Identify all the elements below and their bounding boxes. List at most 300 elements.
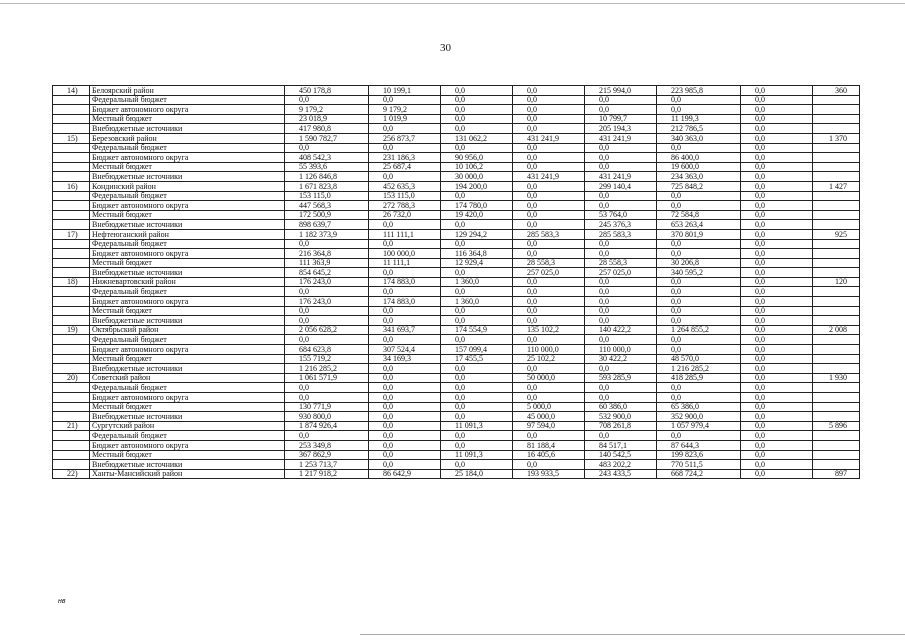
year-cell: 257 025,0 <box>585 268 657 278</box>
year-cell: 0,0 <box>741 201 813 211</box>
year-cell: 0,0 <box>741 220 813 230</box>
year-cell: 340 595,2 <box>657 268 741 278</box>
row-label: Федеральный бюджет <box>90 143 285 153</box>
capacity-cell <box>813 258 860 268</box>
year-cell: 0,0 <box>369 95 441 105</box>
row-index <box>53 335 90 345</box>
total-cell: 9 179,2 <box>285 105 369 115</box>
row-index <box>53 105 90 115</box>
year-cell: 0,0 <box>657 383 741 393</box>
capacity-cell <box>813 383 860 393</box>
year-cell: 256 873,7 <box>369 133 441 143</box>
year-cell: 26 732,0 <box>369 210 441 220</box>
year-cell: 0,0 <box>657 306 741 316</box>
row-index <box>53 239 90 249</box>
year-cell: 0,0 <box>741 287 813 297</box>
year-cell: 0,0 <box>441 393 513 403</box>
year-cell: 50 000,0 <box>513 373 585 383</box>
year-cell: 257 025,0 <box>513 268 585 278</box>
capacity-cell <box>813 172 860 182</box>
year-cell: 1 360,0 <box>441 277 513 287</box>
year-cell: 285 583,3 <box>585 229 657 239</box>
row-index <box>53 162 90 172</box>
row-label: Бюджет автономного округа <box>90 393 285 403</box>
row-label: Бюджет автономного округа <box>90 153 285 163</box>
year-cell: 0,0 <box>585 316 657 326</box>
capacity-cell <box>813 306 860 316</box>
total-cell: 0,0 <box>285 335 369 345</box>
year-cell: 0,0 <box>585 335 657 345</box>
year-cell: 0,0 <box>585 191 657 201</box>
capacity-cell <box>813 201 860 211</box>
row-label: Местный бюджет <box>90 114 285 124</box>
year-cell: 0,0 <box>585 239 657 249</box>
year-cell: 45 000,0 <box>513 412 585 422</box>
year-cell: 72 584,8 <box>657 210 741 220</box>
capacity-cell: 5 896 <box>813 421 860 431</box>
capacity-cell <box>813 95 860 105</box>
year-cell: 1 019,9 <box>369 114 441 124</box>
year-cell: 81 188,4 <box>513 440 585 450</box>
table-row <box>53 181 860 191</box>
year-cell: 0,0 <box>585 95 657 105</box>
total-cell: 1 874 926,4 <box>285 421 369 431</box>
year-cell: 0,0 <box>741 86 813 96</box>
total-cell: 684 623,8 <box>285 345 369 355</box>
capacity-cell: 360 <box>813 86 860 96</box>
year-cell: 0,0 <box>513 124 585 134</box>
year-cell: 0,0 <box>369 431 441 441</box>
year-cell: 0,0 <box>441 287 513 297</box>
year-cell: 53 764,0 <box>585 210 657 220</box>
table-row <box>53 469 860 479</box>
capacity-cell <box>813 124 860 134</box>
year-cell: 0,0 <box>513 105 585 115</box>
year-cell: 0,0 <box>741 95 813 105</box>
table-row <box>53 162 860 172</box>
row-label: Федеральный бюджет <box>90 335 285 345</box>
row-index <box>53 402 90 412</box>
year-cell: 212 786,5 <box>657 124 741 134</box>
total-cell: 176 243,0 <box>285 297 369 307</box>
year-cell: 0,0 <box>657 393 741 403</box>
year-cell: 0,0 <box>585 297 657 307</box>
capacity-cell <box>813 143 860 153</box>
year-cell: 307 524,4 <box>369 345 441 355</box>
year-cell: 0,0 <box>657 249 741 259</box>
table-row <box>53 440 860 450</box>
year-cell: 0,0 <box>741 229 813 239</box>
year-cell: 0,0 <box>741 297 813 307</box>
year-cell: 174 780,0 <box>441 201 513 211</box>
capacity-cell <box>813 354 860 364</box>
capacity-cell: 1 930 <box>813 373 860 383</box>
row-index <box>53 287 90 297</box>
capacity-cell: 1 370 <box>813 133 860 143</box>
year-cell: 431 241,9 <box>513 172 585 182</box>
year-cell: 1 360,0 <box>441 297 513 307</box>
row-index <box>53 210 90 220</box>
year-cell: 0,0 <box>369 373 441 383</box>
year-cell: 0,0 <box>441 105 513 115</box>
year-cell: 0,0 <box>741 421 813 431</box>
table-row <box>53 133 860 143</box>
row-label: Федеральный бюджет <box>90 239 285 249</box>
year-cell: 60 386,0 <box>585 402 657 412</box>
year-cell: 0,0 <box>657 345 741 355</box>
capacity-cell <box>813 162 860 172</box>
year-cell: 0,0 <box>441 364 513 374</box>
year-cell: 0,0 <box>369 306 441 316</box>
page-number: 30 <box>440 42 451 54</box>
year-cell: 431 241,9 <box>585 133 657 143</box>
year-cell: 205 194,3 <box>585 124 657 134</box>
year-cell: 352 900,0 <box>657 412 741 422</box>
capacity-cell: 925 <box>813 229 860 239</box>
table-row <box>53 229 860 239</box>
year-cell: 0,0 <box>741 335 813 345</box>
row-index <box>53 191 90 201</box>
row-index: 14) <box>53 86 90 96</box>
row-index <box>53 268 90 278</box>
table-row <box>53 412 860 422</box>
capacity-cell <box>813 114 860 124</box>
year-cell: 0,0 <box>513 335 585 345</box>
year-cell: 653 263,4 <box>657 220 741 230</box>
total-cell: 447 568,3 <box>285 201 369 211</box>
year-cell: 111 111,1 <box>369 229 441 239</box>
year-cell: 0,0 <box>513 162 585 172</box>
table-row <box>53 287 860 297</box>
year-cell: 28 558,3 <box>585 258 657 268</box>
row-index <box>53 172 90 182</box>
table-row <box>53 95 860 105</box>
year-cell: 0,0 <box>441 95 513 105</box>
year-cell: 0,0 <box>513 393 585 403</box>
year-cell: 272 788,3 <box>369 201 441 211</box>
year-cell: 0,0 <box>369 268 441 278</box>
year-cell: 0,0 <box>741 172 813 182</box>
row-index: 15) <box>53 133 90 143</box>
table-row <box>53 345 860 355</box>
row-index <box>53 95 90 105</box>
total-cell: 367 862,9 <box>285 450 369 460</box>
capacity-cell <box>813 364 860 374</box>
year-cell: 0,0 <box>441 268 513 278</box>
row-label: Нефтеюганский район <box>90 229 285 239</box>
year-cell: 299 140,4 <box>585 181 657 191</box>
total-cell: 172 500,9 <box>285 210 369 220</box>
total-cell: 0,0 <box>285 383 369 393</box>
year-cell: 0,0 <box>441 306 513 316</box>
year-cell: 0,0 <box>369 450 441 460</box>
year-cell: 0,0 <box>657 297 741 307</box>
row-label: Федеральный бюджет <box>90 287 285 297</box>
year-cell: 0,0 <box>741 268 813 278</box>
row-index <box>53 124 90 134</box>
row-label: Федеральный бюджет <box>90 95 285 105</box>
row-label: Березовский район <box>90 133 285 143</box>
total-cell: 23 018,9 <box>285 114 369 124</box>
year-cell: 0,0 <box>657 201 741 211</box>
year-cell: 0,0 <box>441 402 513 412</box>
table-row <box>53 354 860 364</box>
total-cell: 930 800,0 <box>285 412 369 422</box>
row-label: Внебюджетные источники <box>90 364 285 374</box>
row-index: 22) <box>53 469 90 479</box>
total-cell: 1 217 918,2 <box>285 469 369 479</box>
year-cell: 0,0 <box>441 412 513 422</box>
total-cell: 0,0 <box>285 287 369 297</box>
year-cell: 0,0 <box>441 191 513 201</box>
table-row <box>53 335 860 345</box>
table-row <box>53 105 860 115</box>
year-cell: 725 848,2 <box>657 181 741 191</box>
year-cell: 0,0 <box>585 287 657 297</box>
row-label: Белоярский район <box>90 86 285 96</box>
capacity-cell <box>813 239 860 249</box>
capacity-cell <box>813 412 860 422</box>
row-index <box>53 460 90 470</box>
year-cell: 34 169,3 <box>369 354 441 364</box>
year-cell: 0,0 <box>513 460 585 470</box>
row-label: Бюджет автономного округа <box>90 440 285 450</box>
year-cell: 708 261,8 <box>585 421 657 431</box>
year-cell: 431 241,9 <box>585 172 657 182</box>
row-label: Бюджет автономного округа <box>90 297 285 307</box>
row-label: Внебюджетные источники <box>90 316 285 326</box>
year-cell: 12 929,4 <box>441 258 513 268</box>
year-cell: 0,0 <box>369 440 441 450</box>
year-cell: 174 554,9 <box>441 325 513 335</box>
year-cell: 0,0 <box>585 306 657 316</box>
year-cell: 0,0 <box>741 364 813 374</box>
year-cell: 0,0 <box>513 287 585 297</box>
row-index <box>53 258 90 268</box>
year-cell: 0,0 <box>513 306 585 316</box>
year-cell: 28 558,3 <box>513 258 585 268</box>
capacity-cell <box>813 191 860 201</box>
year-cell: 0,0 <box>513 277 585 287</box>
budget-table <box>52 85 860 479</box>
row-label: Бюджет автономного округа <box>90 249 285 259</box>
year-cell: 0,0 <box>741 383 813 393</box>
year-cell: 19 600,0 <box>657 162 741 172</box>
budget-table-body <box>53 86 860 479</box>
year-cell: 0,0 <box>585 201 657 211</box>
year-cell: 116 364,8 <box>441 249 513 259</box>
total-cell: 1 253 713,7 <box>285 460 369 470</box>
row-index: 21) <box>53 421 90 431</box>
year-cell: 0,0 <box>741 133 813 143</box>
total-cell: 854 645,2 <box>285 268 369 278</box>
year-cell: 174 883,0 <box>369 297 441 307</box>
year-cell: 0,0 <box>369 412 441 422</box>
year-cell: 11 111,1 <box>369 258 441 268</box>
total-cell: 0,0 <box>285 306 369 316</box>
year-cell: 370 801,9 <box>657 229 741 239</box>
year-cell: 0,0 <box>741 325 813 335</box>
year-cell: 593 285,9 <box>585 373 657 383</box>
row-label: Кондинский район <box>90 181 285 191</box>
year-cell: 0,0 <box>657 95 741 105</box>
row-index <box>53 220 90 230</box>
table-row <box>53 325 860 335</box>
row-index <box>53 383 90 393</box>
total-cell: 450 178,8 <box>285 86 369 96</box>
capacity-cell <box>813 297 860 307</box>
year-cell: 0,0 <box>441 239 513 249</box>
table-row <box>53 277 860 287</box>
total-cell: 1 216 285,2 <box>285 364 369 374</box>
year-cell: 0,0 <box>441 114 513 124</box>
year-cell: 30 000,0 <box>441 172 513 182</box>
row-label: Советский район <box>90 373 285 383</box>
year-cell: 0,0 <box>513 316 585 326</box>
year-cell: 0,0 <box>441 124 513 134</box>
year-cell: 140 422,2 <box>585 325 657 335</box>
year-cell: 140 542,5 <box>585 450 657 460</box>
year-cell: 0,0 <box>741 402 813 412</box>
year-cell: 0,0 <box>369 316 441 326</box>
year-cell: 0,0 <box>741 124 813 134</box>
total-cell: 0,0 <box>285 316 369 326</box>
year-cell: 0,0 <box>513 114 585 124</box>
year-cell: 0,0 <box>585 383 657 393</box>
year-cell: 86 642,9 <box>369 469 441 479</box>
year-cell: 90 956,0 <box>441 153 513 163</box>
year-cell: 341 693,7 <box>369 325 441 335</box>
year-cell: 0,0 <box>741 469 813 479</box>
year-cell: 174 883,0 <box>369 277 441 287</box>
scan-edge-bottom <box>360 634 905 635</box>
capacity-cell <box>813 153 860 163</box>
footer-note: нв <box>58 598 66 605</box>
year-cell: 0,0 <box>441 220 513 230</box>
year-cell: 0,0 <box>369 402 441 412</box>
year-cell: 0,0 <box>585 277 657 287</box>
year-cell: 0,0 <box>441 460 513 470</box>
capacity-cell: 120 <box>813 277 860 287</box>
row-label: Федеральный бюджет <box>90 383 285 393</box>
row-index <box>53 297 90 307</box>
year-cell: 0,0 <box>741 239 813 249</box>
table-row <box>53 402 860 412</box>
capacity-cell: 2 008 <box>813 325 860 335</box>
row-label: Внебюджетные источники <box>90 268 285 278</box>
total-cell: 111 363,9 <box>285 258 369 268</box>
table-row <box>53 114 860 124</box>
year-cell: 0,0 <box>513 431 585 441</box>
year-cell: 234 363,0 <box>657 172 741 182</box>
row-index <box>53 440 90 450</box>
row-label: Местный бюджет <box>90 162 285 172</box>
total-cell: 253 349,8 <box>285 440 369 450</box>
total-cell: 0,0 <box>285 393 369 403</box>
year-cell: 0,0 <box>741 460 813 470</box>
year-cell: 231 186,3 <box>369 153 441 163</box>
table-row <box>53 383 860 393</box>
year-cell: 0,0 <box>741 345 813 355</box>
year-cell: 0,0 <box>441 431 513 441</box>
row-label: Федеральный бюджет <box>90 431 285 441</box>
row-index: 19) <box>53 325 90 335</box>
year-cell: 0,0 <box>513 297 585 307</box>
row-label: Ханты-Мансийский район <box>90 469 285 479</box>
year-cell: 10 199,1 <box>369 86 441 96</box>
table-row <box>53 364 860 374</box>
year-cell: 0,0 <box>657 316 741 326</box>
year-cell: 0,0 <box>657 431 741 441</box>
total-cell: 408 542,3 <box>285 153 369 163</box>
row-label: Местный бюджет <box>90 210 285 220</box>
table-row <box>53 220 860 230</box>
capacity-cell <box>813 316 860 326</box>
total-cell: 55 393,6 <box>285 162 369 172</box>
year-cell: 0,0 <box>513 181 585 191</box>
row-label: Местный бюджет <box>90 402 285 412</box>
year-cell: 0,0 <box>513 95 585 105</box>
row-label: Внебюджетные источники <box>90 220 285 230</box>
year-cell: 131 062,2 <box>441 133 513 143</box>
row-index <box>53 153 90 163</box>
total-cell: 0,0 <box>285 431 369 441</box>
year-cell: 0,0 <box>657 105 741 115</box>
year-cell: 0,0 <box>741 431 813 441</box>
year-cell: 25 184,0 <box>441 469 513 479</box>
table-row <box>53 393 860 403</box>
year-cell: 0,0 <box>369 124 441 134</box>
capacity-cell <box>813 393 860 403</box>
year-cell: 0,0 <box>741 373 813 383</box>
year-cell: 0,0 <box>741 153 813 163</box>
year-cell: 193 933,5 <box>513 469 585 479</box>
capacity-cell <box>813 431 860 441</box>
row-index <box>53 114 90 124</box>
row-label: Нижневартовский район <box>90 277 285 287</box>
year-cell: 0,0 <box>513 191 585 201</box>
table-row <box>53 306 860 316</box>
table-row <box>53 373 860 383</box>
year-cell: 0,0 <box>741 440 813 450</box>
row-index: 16) <box>53 181 90 191</box>
year-cell: 0,0 <box>369 383 441 393</box>
year-cell: 0,0 <box>585 364 657 374</box>
table-row <box>53 450 860 460</box>
year-cell: 0,0 <box>369 335 441 345</box>
year-cell: 11 091,3 <box>441 450 513 460</box>
row-index <box>53 450 90 460</box>
total-cell: 1 182 373,9 <box>285 229 369 239</box>
row-label: Внебюджетные источники <box>90 172 285 182</box>
year-cell: 0,0 <box>585 143 657 153</box>
year-cell: 770 511,5 <box>657 460 741 470</box>
capacity-cell <box>813 210 860 220</box>
table-row <box>53 239 860 249</box>
year-cell: 0,0 <box>369 393 441 403</box>
row-index: 20) <box>53 373 90 383</box>
year-cell: 0,0 <box>741 393 813 403</box>
row-index <box>53 316 90 326</box>
table-row <box>53 172 860 182</box>
row-index <box>53 345 90 355</box>
total-cell: 130 771,9 <box>285 402 369 412</box>
year-cell: 0,0 <box>441 143 513 153</box>
row-label: Местный бюджет <box>90 354 285 364</box>
year-cell: 19 420,0 <box>441 210 513 220</box>
year-cell: 65 386,0 <box>657 402 741 412</box>
row-index <box>53 412 90 422</box>
